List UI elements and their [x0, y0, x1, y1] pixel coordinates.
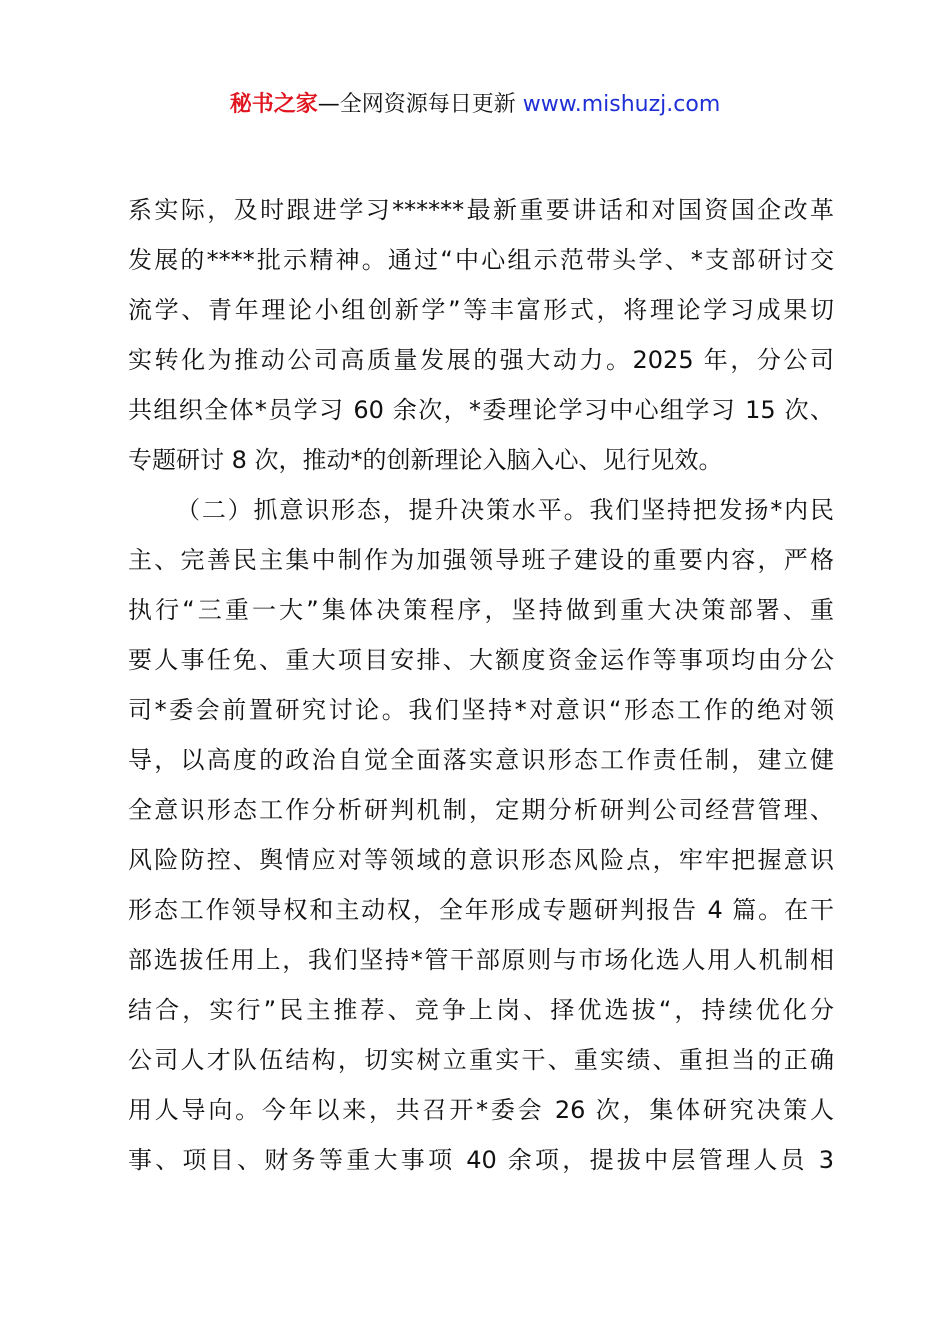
body-line: 主、完善民主集中制作为加强领导班子建设的重要内容，严格	[128, 546, 834, 574]
body-line: 导，以高度的政治自觉全面落实意识形态工作责任制，建立健	[128, 746, 834, 774]
body-line: 部选拔任用上，我们坚持*管干部原则与市场化选人用人机制相	[128, 946, 834, 974]
body-line: 共组织全体*员学习 60 余次，*委理论学习中心组学习 15 次、	[128, 396, 834, 424]
body-line: 司*委会前置研究讨论。我们坚持*对意识“形态工作的绝对领	[128, 696, 834, 724]
body-line: 系实际，及时跟进学习******最新重要讲话和对国资国企改革	[128, 196, 834, 224]
body-line: 实转化为推动公司高质量发展的强大动力。2025 年，分公司	[128, 346, 834, 374]
body-line: 用人导向。今年以来，共召开*委会 26 次，集体研究决策人	[128, 1096, 834, 1124]
body-line: 执行“三重一大”集体决策程序，坚持做到重大决策部署、重	[128, 596, 834, 624]
body-line: 公司人才队伍结构，切实树立重实干、重实绩、重担当的正确	[128, 1046, 834, 1074]
body-line: 形态工作领导权和主动权，全年形成专题研判报告 4 篇。在干	[128, 896, 834, 924]
header-brand: 秘书之家	[229, 92, 318, 117]
body-line: 流学、青年理论小组创新学”等丰富形式，将理论学习成果切	[128, 296, 834, 324]
body-line: 发展的****批示精神。通过“中心组示范带头学、*支部研讨交	[128, 246, 834, 274]
document-body	[128, 185, 834, 1185]
page-header	[0, 90, 950, 120]
header-site-link[interactable]: www.mishuzj.com	[522, 92, 721, 117]
body-line: 风险防控、舆情应对等领域的意识形态风险点，牢牢把握意识	[128, 846, 834, 874]
body-line: 事、项目、财务等重大事项 40 余项，提拔中层管理人员 3	[128, 1146, 834, 1174]
header-tagline: —全网资源每日更新	[317, 92, 523, 117]
body-line: （二）抓意识形态，提升决策水平。我们坚持把发扬*内民	[176, 496, 834, 524]
body-line: 全意识形态工作分析研判机制，定期分析研判公司经营管理、	[128, 796, 834, 824]
body-line: 要人事任免、重大项目安排、大额度资金运作等事项均由分公	[128, 646, 834, 674]
body-line: 专题研讨 8 次，推动*的创新理论入脑入心、见行见效。	[128, 446, 723, 474]
body-line: 结合，实行”民主推荐、竞争上岗、择优选拔“，持续优化分	[128, 996, 834, 1024]
